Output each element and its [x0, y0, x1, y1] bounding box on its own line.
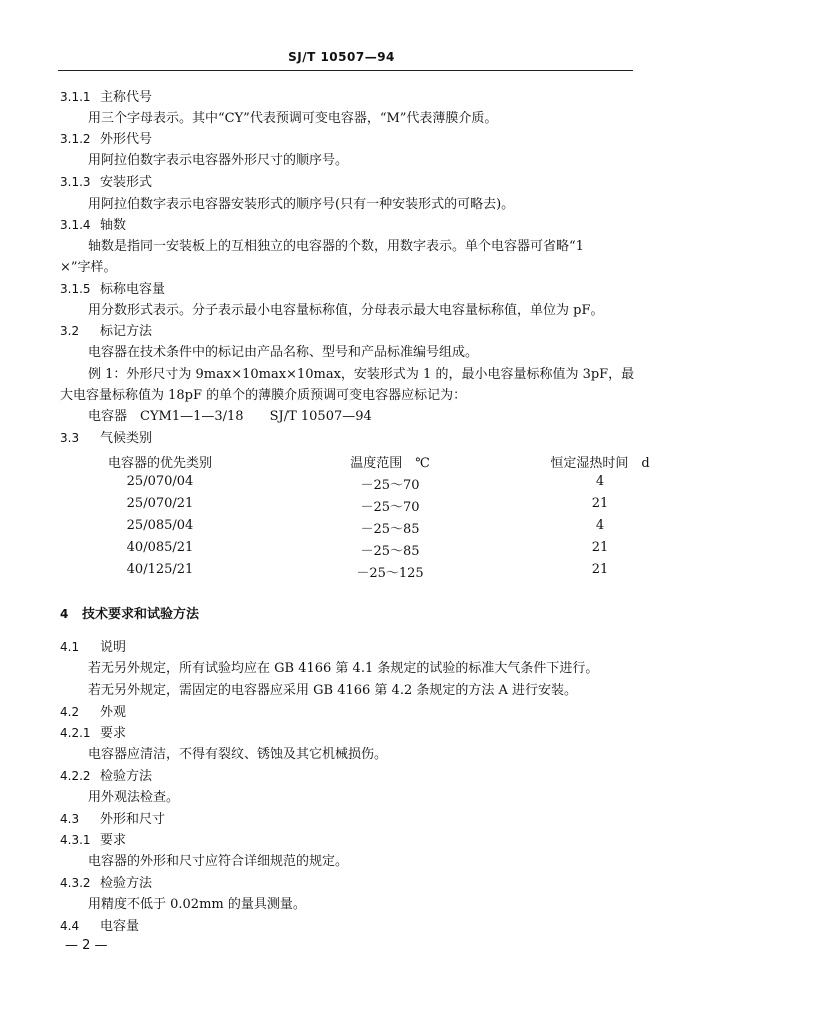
section-title: 气候类别	[100, 431, 153, 446]
table-header-cell: 电容器的优先类别	[107, 456, 212, 471]
table-cell: 4	[595, 518, 605, 533]
table-cell: 25/070/04	[126, 474, 194, 489]
section-number: 4.2.2	[60, 769, 91, 783]
table-cell: 21	[591, 540, 609, 555]
table-cell: 25/070/21	[126, 496, 194, 511]
section-heading	[60, 722, 126, 741]
table-cell: －25～70	[360, 478, 420, 493]
section-number: 3.3	[60, 431, 80, 445]
section-title: 检验方法	[100, 876, 153, 891]
section-number: 4.3	[60, 812, 80, 826]
section-title: 说明	[100, 640, 127, 655]
document-code-header: SJ/T 10507—94	[288, 50, 395, 64]
example-paragraph: 例 1：外形尺寸为 9max×10max×10max，安装形式为 1 的，最小电容量标称值为 3pF，最	[88, 367, 635, 382]
paragraph: 若无另外规定，需固定的电容器应采用 GB 4166 第 4.2 条规定的方法 A 进行安装。	[88, 683, 578, 698]
paragraph: 电容器在技术条件中的标记由产品名称、型号和产品标准编号组成。	[88, 345, 479, 360]
paragraph-continuation: ×”字样。	[60, 260, 117, 275]
table-cell: 40/085/21	[126, 540, 194, 555]
section-heading	[60, 701, 126, 720]
table-cell: －25～85	[360, 522, 420, 537]
section-title: 电容量	[100, 919, 140, 934]
section-heading	[60, 636, 126, 655]
section-number: 4.1	[60, 640, 80, 654]
section-number: 4.4	[60, 919, 80, 933]
section-heading	[60, 915, 139, 934]
section-title: 标记方法	[100, 324, 153, 339]
section-number: 3.1.1	[60, 90, 91, 104]
section-number: 3.1.3	[60, 175, 91, 189]
table-cell: －25～70	[360, 500, 420, 515]
section-number: 4.2.1	[60, 726, 91, 740]
page-number: — 2 —	[65, 938, 108, 953]
section-title: 外观	[100, 705, 127, 720]
table-header-row	[60, 452, 680, 471]
paragraph-continuation: 大电容量标称值为 18pF 的单个的薄膜介质预调可变电容器应标记为：	[60, 388, 467, 403]
paragraph: 用阿拉伯数字表示电容器外形尺寸的顺序号。	[88, 153, 349, 168]
chapter-heading	[60, 603, 199, 622]
section-heading	[60, 320, 152, 339]
paragraph: 电容器的外形和尺寸应符合详细规范的规定。	[88, 854, 349, 869]
section-title: 轴数	[100, 218, 127, 233]
marking-example: 电容器 CYM1—1—3/18 SJ/T 10507—94	[88, 409, 372, 424]
section-heading	[60, 171, 152, 190]
table-row	[60, 496, 680, 515]
table-cell: 21	[591, 562, 609, 577]
section-heading	[60, 765, 152, 784]
paragraph: 若无另外规定，所有试验均应在 GB 4166 第 4.1 条规定的试验的标准大气条件下进行。	[88, 661, 599, 676]
section-heading	[60, 808, 165, 827]
section-title: 要求	[100, 833, 127, 848]
section-title: 主称代号	[100, 90, 153, 105]
paragraph: 用阿拉伯数字表示电容器安装形式的顺序号(只有一种安装形式的可略去)。	[88, 197, 515, 212]
section-heading	[60, 872, 152, 891]
table-row	[60, 474, 680, 493]
table-cell: －25～85	[360, 544, 420, 559]
section-number: 3.1.2	[60, 132, 91, 146]
table-cell: 4	[595, 474, 605, 489]
section-title: 检验方法	[100, 769, 153, 784]
section-title: 外形和尺寸	[100, 812, 166, 827]
section-heading	[60, 128, 152, 147]
paragraph: 轴数是指同一安装板上的互相独立的电容器的个数，用数字表示。单个电容器可省略“1	[88, 239, 584, 254]
section-heading	[60, 278, 165, 297]
section-heading	[60, 86, 152, 105]
section-heading	[60, 427, 152, 446]
paragraph: 电容器应清洁，不得有裂纹、锈蚀及其它机械损伤。	[88, 747, 388, 762]
section-heading	[60, 214, 126, 233]
paragraph: 用三个字母表示。其中“CY”代表预调可变电容器，“M”代表薄膜介质。	[88, 111, 498, 126]
section-title: 要求	[100, 726, 127, 741]
paragraph: 用精度不低于 0.02mm 的量具测量。	[88, 897, 306, 912]
table-row	[60, 518, 680, 537]
paragraph: 用分数形式表示。分子表示最小电容量标称值，分母表示最大电容量标称值，单位为 pF。	[88, 303, 604, 318]
section-title: 标称电容量	[100, 282, 166, 297]
section-number: 3.2	[60, 324, 80, 338]
table-row	[60, 540, 680, 559]
section-number: 3.1.4	[60, 218, 91, 232]
table-header-cell: 温度范围 ℃	[350, 456, 430, 471]
section-number: 4.2	[60, 705, 80, 719]
table-cell: 40/125/21	[126, 562, 194, 577]
table-header-cell: 恒定湿热时间 d	[550, 456, 650, 471]
paragraph: 用外观法检查。	[88, 790, 180, 805]
table-row	[60, 562, 680, 581]
section-title: 外形代号	[100, 132, 153, 147]
section-number: 4.3.2	[60, 876, 91, 890]
section-number: 4	[60, 607, 69, 621]
section-number: 4.3.1	[60, 833, 91, 847]
section-number: 3.1.5	[60, 282, 91, 296]
section-heading	[60, 829, 126, 848]
section-title: 技术要求和试验方法	[82, 607, 200, 622]
section-title: 安装形式	[100, 175, 153, 190]
table-cell: 25/085/04	[126, 518, 194, 533]
header-rule	[58, 70, 633, 71]
table-cell: 21	[591, 496, 609, 511]
table-cell: －25～125	[356, 566, 424, 581]
